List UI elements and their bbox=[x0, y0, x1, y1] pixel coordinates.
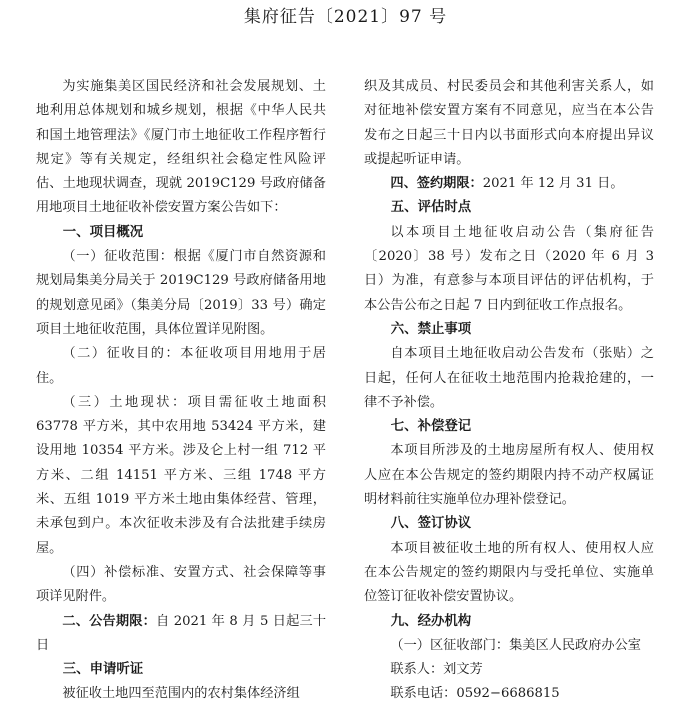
section-4-text: 2021 年 12 月 31 日。 bbox=[482, 176, 624, 192]
section-9-contact: 联系人：刘文芳 bbox=[390, 662, 483, 678]
section-3-continued: 织及其成员、村民委员会和其他利害关系人，如对征地补偿安置方案有不同意见，应当在本公告发布之日起三十日内以书面形式向本府提出异议或提起听证申请。 bbox=[364, 79, 654, 167]
section-3-text: 被征收土地四至范围内的农村集体经济组 bbox=[62, 686, 300, 702]
section-1-standards: （四）补偿标准、安置方式、社会保障等事项详见附件。 bbox=[36, 564, 326, 605]
section-9-heading: 九、经办机构 bbox=[390, 613, 472, 629]
section-4-paragraph bbox=[364, 172, 654, 196]
section-1-heading: 一、项目概况 bbox=[62, 224, 144, 240]
section-7-text: 本项目所涉及的土地房屋所有权人、使用权人应在本公告规定的签约期限内持不动产权属证明材料前往实施单位办理补偿登记。 bbox=[364, 443, 654, 508]
section-4-label: 四、签约期限： bbox=[390, 176, 483, 192]
section-8-text: 本项目被征收土地的所有权人、使用权人应在本公告规定的签约期限内与受托单位、实施单位签订征收补偿安置协议。 bbox=[364, 540, 654, 605]
section-3-heading: 三、申请听证 bbox=[62, 662, 144, 678]
section-1-land-status: （三）土地现状：项目需征收土地面积 63778 平方米，其中农用地 53424 平方米，建设用地 10354 平方米。涉及仑上村一组 712 平方米、二组 14151 平方米、三组 1748 平方米、五组 1019 平方米土地由集体经营、管理，未承包到户。本次征收未涉及有合法批建手续房屋。 bbox=[36, 394, 326, 556]
intro-paragraph: 为实施集美区国民经济和社会发展规划、土地利用总体规划和城乡规划，根据《中华人民共和国土地管理法》《厦门市土地征收工作程序暂行规定》等有关规定，经组织社会稳定性风险评估、土地现状调查，现就 2019C129 号政府储备用地项目土地征收补偿安置方案公告如下： bbox=[36, 79, 326, 216]
right-column bbox=[364, 75, 654, 707]
section-6-heading: 六、禁止事项 bbox=[390, 321, 472, 337]
section-8-heading: 八、签订协议 bbox=[390, 516, 472, 532]
section-5-heading: 五、评估时点 bbox=[390, 200, 472, 216]
section-9-phone: 联系电话：0592−6686815 bbox=[390, 686, 560, 702]
section-1-scope: （一）征收范围：根据《厦门市自然资源和规划局集美分局关于 2019C129 号政府储备用地的规划意见函》（集美分局〔2019〕33 号）确定项目土地征收范围，具体位置详见附图。 bbox=[36, 249, 326, 337]
section-2-label: 二、公告期限： bbox=[62, 613, 156, 629]
section-2-paragraph bbox=[36, 610, 326, 659]
section-7-heading: 七、补偿登记 bbox=[390, 419, 472, 435]
section-5-text: 以本项目土地征收启动公告（集府征告〔2020〕38 号）发布之日（2020 年 6 月 3 日）为准，有意参与本项目评估的评估机构，于本公告公布之日起 7 日内到征收工作点报名。 bbox=[364, 224, 654, 313]
section-6-text: 自本项目土地征收启动公告发布（张贴）之日起，任何人在征收土地范围内抢栽抢建的，一律不予补偿。 bbox=[364, 346, 654, 410]
section-2-text: 自 2021 年 8 月 5 日起三十日 bbox=[36, 613, 327, 653]
section-1-purpose: （二）征收目的：本征收项目用地用于居住。 bbox=[36, 346, 326, 386]
document-number-title: 集府征告〔2021〕97 号 bbox=[243, 7, 448, 27]
section-9-department: （一）区征收部门：集美区人民政府办公室 bbox=[390, 637, 641, 653]
left-column bbox=[36, 75, 326, 707]
